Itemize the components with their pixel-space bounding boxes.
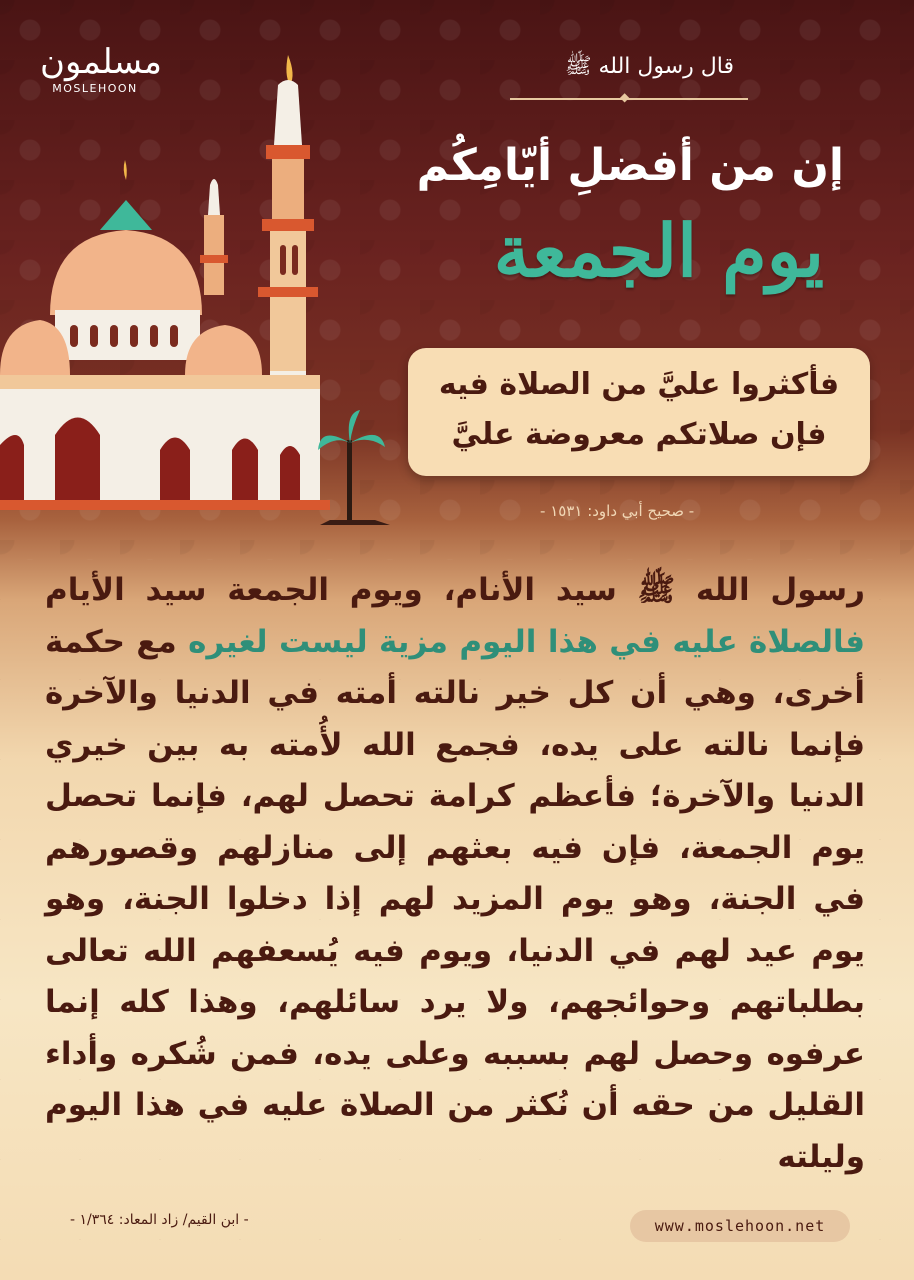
decorative-divider: [510, 98, 748, 100]
logo-subtitle: MOSLEHOON: [52, 82, 138, 95]
body-highlight: فالصلاة عليه في هذا اليوم مزية ليست لغيره: [188, 623, 865, 660]
title-line2: يوم الجمعة: [493, 208, 824, 293]
body-part1: رسول الله ﷺ سيد الأنام، ويوم الجمعة سيد الأيام: [45, 572, 865, 608]
hadith-source: - صحيح أبي داود: ١٥٣١ -: [540, 502, 695, 520]
hadith-line2: فإن صلاتكم معروضة عليَّ: [451, 417, 827, 452]
body-paragraph: [45, 565, 865, 1183]
website-link[interactable]: www.moslehoon.net: [630, 1210, 850, 1242]
logo-mark: مسلمون: [40, 42, 162, 82]
body-part2: مع حكمة أخرى، وهي أن كل خير نالته أمته في الدنيا والآخرة فإنما نالته على يده، فجمع الله لأُمته به بين خيري الدنيا والآخرة؛ فأعظم كرامة تحصل لهم، فإنما تحصل يوم الجمعة، فإن فيه بعثهم إلى منازلهم وقصورهم في الجنة، وهو يوم المزيد لهم إذا دخلوا الجنة، وهو يوم عيد لهم في الدنيا، ويوم فيه يُسعفهم الله تعالى بطلباتهم وحوائجهم، ولا يرد سائلهم، وهذا كله إنما عرفوه وحصل لهم بسببه وعلى يده، فمن شُكره وأداء القليل من حقه أن نُكثر من الصلاة عليه في هذا اليوم وليلته: [45, 623, 865, 1175]
mosque-illustration: [0, 55, 400, 530]
hadith-line1: فأكثروا عليَّ من الصلاة فيه: [438, 367, 840, 402]
body-source: - ابن القيم/ زاد المعاد: ١/٣٦٤ -: [70, 1212, 249, 1228]
intro-text: قال رسول الله ﷺ: [564, 54, 734, 79]
hadith-box: [408, 348, 870, 476]
title-line1: إن من أفضلِ أيّامِكُم: [416, 140, 844, 191]
